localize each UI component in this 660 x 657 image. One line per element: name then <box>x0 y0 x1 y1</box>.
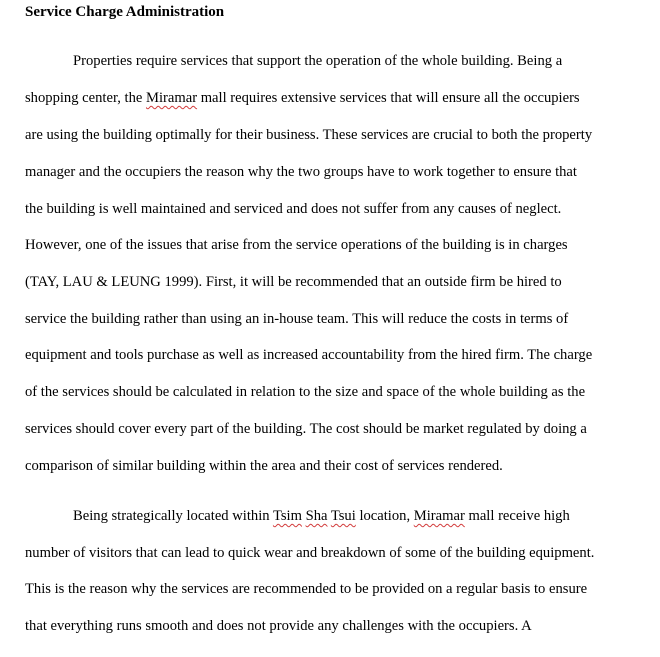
paragraph-2-line-2: number of visitors that can lead to quick wear and breakdown of some of the building equipment. <box>25 545 595 561</box>
paragraph-1-line-6: However, one of the issues that arise from the service operations of the building is in charges <box>25 237 568 253</box>
misspelled-word[interactable]: Tsui <box>330 508 356 524</box>
misspelled-word[interactable]: Sha <box>305 508 328 524</box>
paragraph-2-line-3: This is the reason why the services are recommended to be provided on a regular basis to ensure <box>25 581 588 597</box>
paragraph-1-line-12: comparison of similar building within the area and their cost of services rendered. <box>25 458 503 474</box>
misspelled-word[interactable]: Tsim <box>272 508 302 524</box>
paragraph-1-line-1: Properties require services that support the operation of the whole building. Being a <box>73 53 563 69</box>
paragraph-1-line-9: equipment and tools purchase as well as increased accountability from the hired firm. The charge <box>25 347 593 363</box>
paragraph-1-line-11: services should cover every part of the building. The cost should be market regulated by doing a <box>25 421 587 437</box>
paragraph-1-line-4: manager and the occupiers the reason why the two groups have to work together to ensure that <box>25 164 577 180</box>
paragraph-1-line-10: of the services should be calculated in relation to the size and space of the whole building as the <box>25 384 586 400</box>
misspelled-word[interactable]: Miramar <box>413 508 465 524</box>
paragraph-2-line-4: that everything runs smooth and does not provide any challenges with the occupiers. A <box>25 618 532 634</box>
paragraph-1-line-8: service the building rather than using an in-house team. This will reduce the costs in terms of <box>25 311 569 327</box>
paragraph-1-line-7: (TAY, LAU & LEUNG 1999). First, it will be recommended that an outside firm be hired to <box>25 274 562 290</box>
section-heading: Service Charge Administration <box>25 4 225 20</box>
paragraph-1-line-5: the building is well maintained and serviced and does not suffer from any causes of neglect. <box>25 201 562 217</box>
paragraph-2-line-1: Being strategically located within Tsim Sha Tsui location, Miramar mall receive high <box>73 508 570 524</box>
paragraph-1-line-3: are using the building optimally for their business. These services are crucial to both the property <box>25 127 593 143</box>
paragraph-1-line-2: shopping center, the Miramar mall requires extensive services that will ensure all the occupiers <box>25 90 580 106</box>
misspelled-word[interactable]: Miramar <box>146 90 198 106</box>
